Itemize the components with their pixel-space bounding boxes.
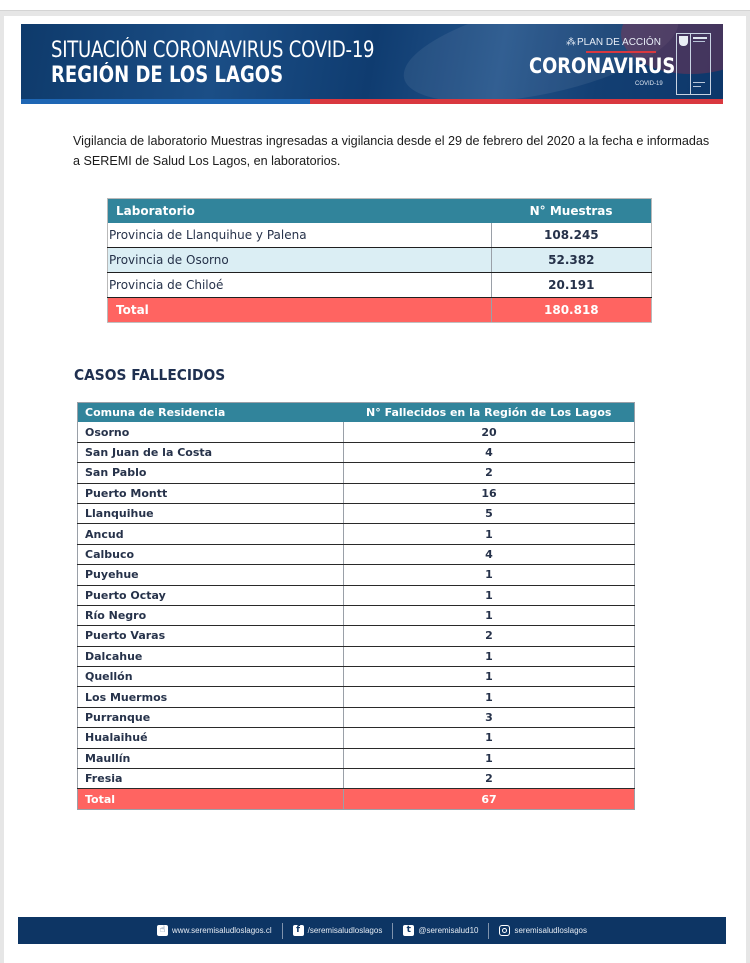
- comuna-name: Puerto Montt: [78, 483, 344, 503]
- table-row: [78, 503, 635, 523]
- column-header-fallecidos: N° Fallecidos en la Región de Los Lagos: [344, 403, 635, 423]
- instagram-icon: [499, 925, 510, 936]
- column-header-laboratorio: Laboratorio: [108, 199, 492, 224]
- logo-underline: [586, 51, 656, 53]
- comuna-name: Hualaihué: [78, 728, 344, 748]
- table-row: [78, 544, 635, 564]
- deaths-table: [77, 402, 635, 810]
- table-row: [78, 769, 635, 789]
- row-name: Provincia de Llanquihue y Palena: [108, 223, 492, 248]
- fallecidos-count: 3: [344, 707, 635, 727]
- row-name: Provincia de Chiloé: [108, 273, 492, 298]
- comuna-name: San Juan de la Costa: [78, 442, 344, 462]
- comuna-name: Puerto Varas: [78, 626, 344, 646]
- table-row: [78, 422, 635, 442]
- fallecidos-count: 2: [344, 769, 635, 789]
- coronavirus-logo-text: CORONAVIRUS: [529, 54, 676, 78]
- fallecidos-count: 1: [344, 524, 635, 544]
- fallecidos-count: 1: [344, 728, 635, 748]
- total-row: [108, 298, 652, 323]
- seremi-logo-line: [693, 86, 701, 87]
- fallecidos-count: 1: [344, 585, 635, 605]
- intro-paragraph: Vigilancia de laboratorio Muestras ingresadas a vigilancia desde el 29 de febrero del 2020 a la fecha e informadas a SEREMI de Salud Los Lagos, en laboratorios.: [73, 134, 710, 168]
- total-label: Total: [78, 789, 344, 809]
- table-row: [78, 687, 635, 707]
- fallecidos-count: 1: [344, 748, 635, 768]
- fallecidos-count: 1: [344, 646, 635, 666]
- comuna-name: Puerto Octay: [78, 585, 344, 605]
- banner-stripe-blue: [21, 99, 310, 104]
- fallecidos-count: 1: [344, 687, 635, 707]
- comuna-name: Calbuco: [78, 544, 344, 564]
- total-value: 180.818: [491, 298, 651, 323]
- column-header-muestras: N° Muestras: [491, 199, 651, 224]
- table-header-row: [78, 403, 635, 423]
- total-row: [78, 789, 635, 809]
- fallecidos-count: 16: [344, 483, 635, 503]
- comuna-name: Dalcahue: [78, 646, 344, 666]
- plan-accion-logo: [566, 37, 661, 48]
- seremi-logo-line: [693, 41, 705, 42]
- fallecidos-count: 4: [344, 442, 635, 462]
- fallecidos-count: 5: [344, 503, 635, 523]
- column-header-comuna: Comuna de Residencia: [78, 403, 344, 423]
- comuna-name: San Pablo: [78, 463, 344, 483]
- comuna-name: Ancud: [78, 524, 344, 544]
- table-row: [78, 605, 635, 625]
- table-row: [78, 524, 635, 544]
- comuna-name: Río Negro: [78, 605, 344, 625]
- table-row: [78, 463, 635, 483]
- dome-icon: ⁂: [566, 37, 575, 48]
- table-row: [78, 565, 635, 585]
- deaths-table-body: [78, 422, 635, 809]
- row-value: 108.245: [491, 223, 651, 248]
- table-row: [78, 728, 635, 748]
- comuna-name: Quellón: [78, 667, 344, 687]
- footer-link-text: www.seremisaludloslagos.cl: [172, 926, 272, 935]
- comuna-name: Llanquihue: [78, 503, 344, 523]
- twitter-icon: t: [403, 925, 414, 936]
- web-icon: ☝: [157, 925, 168, 936]
- banner-stripe-red: [310, 99, 723, 104]
- footer-link-text: seremisaludloslagos: [514, 926, 587, 935]
- table-row: [108, 248, 652, 273]
- fallecidos-count: 1: [344, 605, 635, 625]
- fallecidos-count: 2: [344, 463, 635, 483]
- footer-link[interactable]: [393, 925, 488, 936]
- footer-link[interactable]: [489, 925, 596, 936]
- header-banner: [21, 24, 723, 99]
- banner-title: SITUACIÓN CORONAVIRUS COVID-19: [51, 38, 375, 63]
- document-page: [4, 16, 746, 963]
- plan-accion-text: PLAN DE ACCIÓN: [577, 37, 661, 48]
- fallecidos-count: 1: [344, 565, 635, 585]
- fallecidos-count: 1: [344, 667, 635, 687]
- top-edge: [0, 0, 750, 11]
- fallecidos-count: 2: [344, 626, 635, 646]
- facebook-icon: f: [293, 925, 304, 936]
- comuna-name: Purranque: [78, 707, 344, 727]
- row-name: Provincia de Osorno: [108, 248, 492, 273]
- coat-of-arms-icon: [679, 36, 688, 46]
- banner-subtitle: REGIÓN DE LOS LAGOS: [51, 63, 284, 88]
- footer-link-text: /seremisaludloslagos: [307, 926, 383, 935]
- seremi-logo-left: [677, 34, 691, 94]
- table-row: [78, 707, 635, 727]
- table-row: [78, 646, 635, 666]
- comuna-name: Maullín: [78, 748, 344, 768]
- table-row: [78, 626, 635, 646]
- table-row: [78, 442, 635, 462]
- seremi-logo-line: [693, 37, 707, 39]
- table-row: [108, 223, 652, 248]
- row-value: 52.382: [491, 248, 651, 273]
- comuna-name: Los Muermos: [78, 687, 344, 707]
- table-row: [78, 483, 635, 503]
- seremi-logo: [676, 33, 711, 95]
- total-label: Total: [108, 298, 492, 323]
- table-row: [78, 667, 635, 687]
- seremi-logo-line: [693, 82, 705, 83]
- footer-link[interactable]: [147, 925, 282, 936]
- laboratory-table: [107, 198, 652, 323]
- total-value: 67: [344, 789, 635, 809]
- comuna-name: Puyehue: [78, 565, 344, 585]
- table-row: [78, 748, 635, 768]
- section-title-deaths: CASOS FALLECIDOS: [74, 366, 226, 384]
- table-header-row: [108, 199, 652, 224]
- fallecidos-count: 4: [344, 544, 635, 564]
- table-row: [78, 585, 635, 605]
- row-value: 20.191: [491, 273, 651, 298]
- comuna-name: Osorno: [78, 422, 344, 442]
- footer-link[interactable]: [283, 925, 393, 936]
- fallecidos-count: 20: [344, 422, 635, 442]
- covid-logo-subtext: COVID-19: [635, 81, 663, 87]
- comuna-name: Fresia: [78, 769, 344, 789]
- footer-bar: [18, 917, 726, 944]
- footer-link-text: @seremisalud10: [418, 926, 479, 935]
- table-row: [108, 273, 652, 298]
